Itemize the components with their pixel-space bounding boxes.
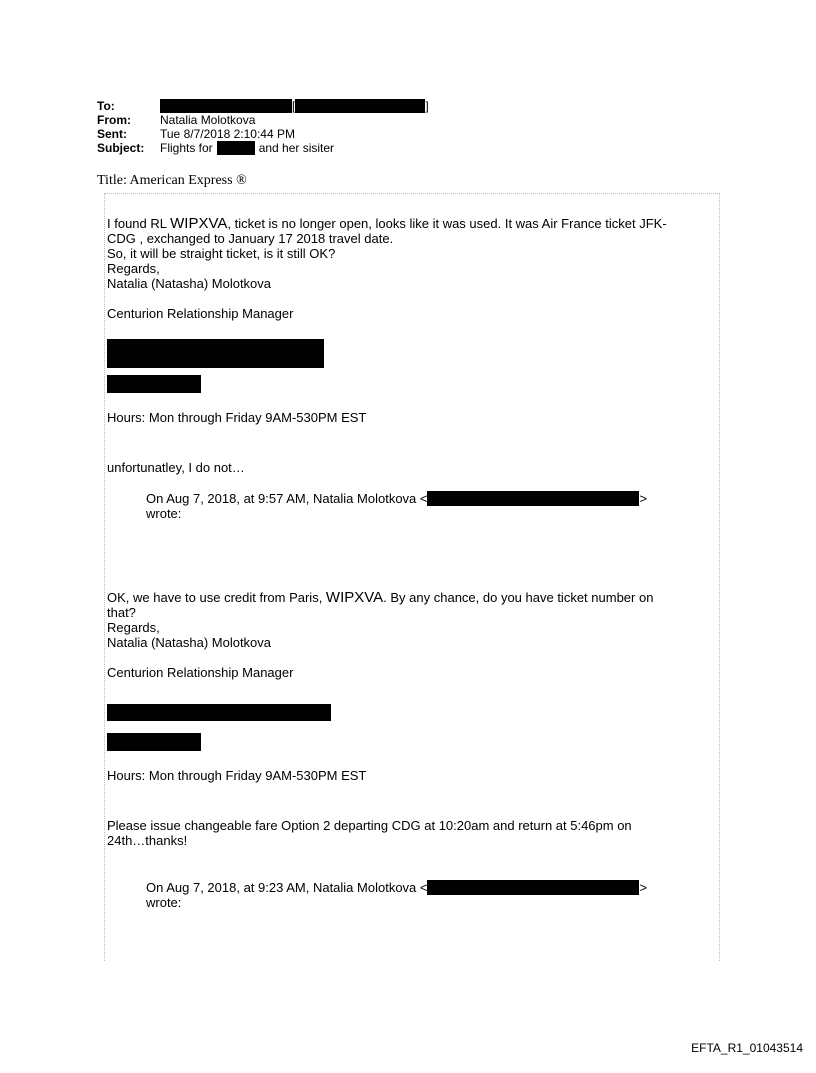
redaction-box	[295, 99, 425, 113]
redaction-box	[107, 375, 201, 393]
from-row	[97, 113, 429, 127]
sent-label: Sent:	[97, 127, 127, 141]
record-locator: WIPXVA	[170, 215, 228, 232]
email-header	[97, 99, 429, 155]
redaction-box	[107, 339, 324, 368]
msg4-quote	[146, 880, 686, 910]
to-value	[160, 99, 429, 113]
msg1-line1-a: I found RL	[107, 216, 171, 231]
message-1	[107, 216, 717, 321]
msg3-line1	[107, 590, 717, 605]
title-line: Title: American Express ®	[97, 173, 247, 188]
msg3-role: Centurion Relationship Manager	[107, 665, 294, 680]
msg1-line4: Regards,	[107, 261, 160, 276]
msg3-hours: Hours: Mon through Friday 9AM-530PM EST	[107, 768, 367, 783]
msg1-line3: So, it will be straight ticket, is it still OK?	[107, 246, 336, 261]
document-id: EFTA_R1_01043514	[691, 1041, 803, 1055]
redaction-box	[427, 491, 639, 506]
msg1-line2: CDG , exchanged to January 17 2018 travel date.	[107, 231, 394, 246]
subject-after: and her sisiter	[258, 141, 335, 155]
bracket-close: ]	[425, 99, 429, 113]
to-row	[97, 99, 429, 113]
record-locator: WIPXVA	[325, 589, 384, 606]
msg2-quote	[146, 491, 686, 521]
msg3-line1-c: . By any chance, do you have ticket number on	[383, 590, 654, 605]
message-4	[107, 818, 717, 848]
msg2-quote-b: wrote:	[146, 506, 182, 521]
msg2-text: unfortunatley, I do not…	[107, 460, 245, 475]
redaction-box	[217, 141, 255, 155]
msg3-line2: that?	[107, 605, 136, 620]
msg1-line1-c: , ticket is no longer open, looks like it was used. It was Air France ticket JFK-	[227, 216, 667, 231]
subject-row	[97, 141, 429, 155]
redaction-box	[427, 880, 639, 895]
msg1-role: Centurion Relationship Manager	[107, 306, 294, 321]
from-label: From:	[97, 113, 131, 127]
msg3-line4: Natalia (Natasha) Molotkova	[107, 635, 272, 650]
redaction-box	[107, 733, 201, 751]
msg3-line3: Regards,	[107, 620, 160, 635]
msg4-line1: Please issue changeable fare Option 2 departing CDG at 10:20am and return at 5:46pm on	[107, 818, 632, 833]
from-value: Natalia Molotkova	[160, 113, 256, 127]
to-label: To:	[97, 99, 115, 113]
msg4-quote-b: wrote:	[146, 895, 182, 910]
msg3-line1-a: OK, we have to use credit from Paris,	[107, 590, 326, 605]
bracket-open: [	[292, 99, 296, 113]
msg2-quote-a: On Aug 7, 2018, at 9:57 AM, Natalia Molotkova <	[146, 491, 428, 506]
sent-value: Tue 8/7/2018 2:10:44 PM	[160, 127, 295, 141]
redaction-box	[160, 99, 292, 113]
msg1-line5: Natalia (Natasha) Molotkova	[107, 276, 272, 291]
message-3	[107, 590, 717, 680]
msg4-line2: 24th…thanks!	[107, 833, 188, 848]
msg1-line1	[107, 216, 717, 231]
subject-label: Subject:	[97, 141, 145, 155]
msg2-quote-gt: >	[639, 491, 648, 506]
sent-row	[97, 127, 429, 141]
subject-value	[160, 141, 334, 155]
msg1-hours: Hours: Mon through Friday 9AM-530PM EST	[107, 410, 367, 425]
msg4-quote-gt: >	[639, 880, 648, 895]
redaction-box	[107, 704, 331, 721]
msg4-quote-a: On Aug 7, 2018, at 9:23 AM, Natalia Molotkova <	[146, 880, 428, 895]
subject-before: Flights for	[160, 141, 213, 155]
